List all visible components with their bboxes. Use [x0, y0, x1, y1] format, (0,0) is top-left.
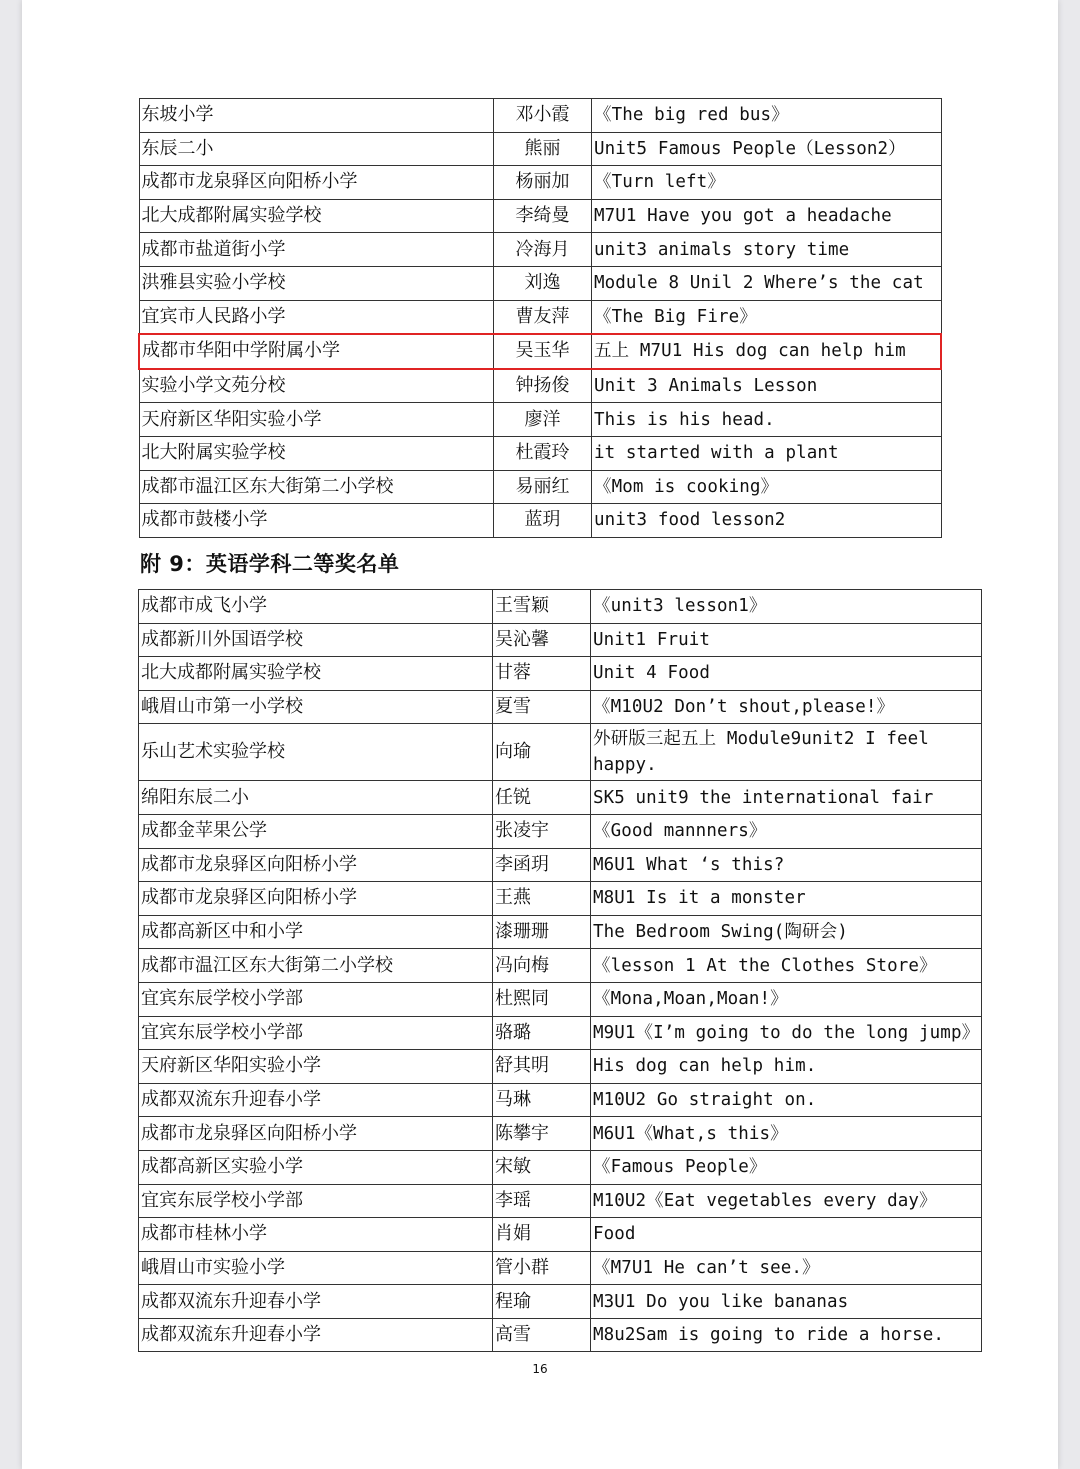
school-cell: 成都市温江区东大街第二小学校 [139, 949, 493, 983]
lesson-cell: 《M7U1 He can’t see.》 [591, 1251, 982, 1285]
table-row [139, 436, 941, 470]
teacher-cell: 冯向梅 [493, 949, 591, 983]
school-cell: 成都市龙泉驿区向阳桥小学 [139, 1117, 493, 1151]
teacher-cell: 易丽红 [494, 470, 592, 504]
school-cell: 成都市桂林小学 [139, 1218, 493, 1252]
school-cell: 峨眉山市实验小学 [139, 1251, 493, 1285]
teacher-cell: 钟扬俊 [494, 369, 592, 403]
school-cell: 成都市温江区东大街第二小学校 [139, 470, 494, 504]
school-cell: 天府新区华阳实验小学 [139, 403, 494, 437]
lesson-cell: The Bedroom Swing(陶研会) [591, 915, 982, 949]
table-row [139, 949, 982, 983]
school-cell: 北大附属实验学校 [139, 436, 494, 470]
table-row [139, 590, 982, 624]
lesson-cell: M8u2Sam is going to ride a horse. [591, 1318, 982, 1352]
lesson-cell: 《Mona,Moan,Moan!》 [591, 982, 982, 1016]
lesson-cell: 《Famous People》 [591, 1150, 982, 1184]
school-cell: 成都市成飞小学 [139, 590, 493, 624]
school-cell: 北大成都附属实验学校 [139, 657, 493, 691]
teacher-cell: 肖娟 [493, 1218, 591, 1252]
teacher-cell: 高雪 [493, 1318, 591, 1352]
lesson-cell: 《The Big Fire》 [592, 300, 942, 334]
lesson-cell: M9U1《I’m going to do the long jump》 [591, 1016, 982, 1050]
table-row [139, 99, 941, 133]
table-row [139, 300, 941, 334]
lesson-cell: Food [591, 1218, 982, 1252]
teacher-cell: 冷海月 [494, 233, 592, 267]
lesson-cell: M8U1 Is it a monster [591, 882, 982, 916]
school-cell: 东坡小学 [139, 99, 494, 133]
table-row [139, 369, 941, 403]
table-row [139, 814, 982, 848]
teacher-cell: 李瑶 [493, 1184, 591, 1218]
teacher-cell: 杜熙同 [493, 982, 591, 1016]
table-row [139, 657, 982, 691]
teacher-cell: 夏雪 [493, 690, 591, 724]
lesson-cell: unit3 food lesson2 [592, 504, 942, 538]
teacher-cell: 吴沁馨 [493, 623, 591, 657]
teacher-cell: 向瑜 [493, 724, 591, 781]
table-row [139, 690, 982, 724]
teacher-cell: 蓝玥 [494, 504, 592, 538]
table-row [139, 882, 982, 916]
lesson-cell: His dog can help him. [591, 1050, 982, 1084]
teacher-cell: 王燕 [493, 882, 591, 916]
lesson-cell: 《The big red bus》 [592, 99, 942, 133]
lesson-cell: 五上 M7U1 His dog can help him [592, 334, 942, 369]
school-cell: 宜宾东辰学校小学部 [139, 1016, 493, 1050]
award-table-second-prize [138, 589, 982, 1352]
teacher-cell: 舒其明 [493, 1050, 591, 1084]
highlighted-table-row [139, 334, 941, 369]
teacher-cell: 程瑜 [493, 1285, 591, 1319]
lesson-cell: unit3 animals story time [592, 233, 942, 267]
page-number: 16 [532, 1362, 548, 1376]
teacher-cell: 邓小霞 [494, 99, 592, 133]
table-row [139, 132, 941, 166]
school-cell: 实验小学文苑分校 [139, 369, 494, 403]
school-cell: 峨眉山市第一小学校 [139, 690, 493, 724]
lesson-cell: Module 8 Unil 2 Where’s the cat [592, 266, 942, 300]
table-row [139, 166, 941, 200]
teacher-cell: 吴玉华 [494, 334, 592, 369]
teacher-cell: 漆珊珊 [493, 915, 591, 949]
lesson-cell: 《unit3 lesson1》 [591, 590, 982, 624]
teacher-cell: 廖洋 [494, 403, 592, 437]
teacher-cell: 管小群 [493, 1251, 591, 1285]
school-cell: 宜宾市人民路小学 [139, 300, 494, 334]
lesson-cell: M7U1 Have you got a headache [592, 199, 942, 233]
table-row [139, 724, 982, 781]
teacher-cell: 宋敏 [493, 1150, 591, 1184]
table-row [139, 1083, 982, 1117]
teacher-cell: 王雪颖 [493, 590, 591, 624]
school-cell: 宜宾东辰学校小学部 [139, 1184, 493, 1218]
teacher-cell: 曹友萍 [494, 300, 592, 334]
school-cell: 成都金苹果公学 [139, 814, 493, 848]
school-cell: 成都市华阳中学附属小学 [139, 334, 494, 369]
table-row [139, 982, 982, 1016]
school-cell: 成都市鼓楼小学 [139, 504, 494, 538]
lesson-cell: This is his head. [592, 403, 942, 437]
teacher-cell: 杨丽加 [494, 166, 592, 200]
lesson-cell: 《Mom is cooking》 [592, 470, 942, 504]
teacher-cell: 熊丽 [494, 132, 592, 166]
lesson-cell: 《lesson 1 At the Clothes Store》 [591, 949, 982, 983]
lesson-cell: M3U1 Do you like bananas [591, 1285, 982, 1319]
teacher-cell: 李函玥 [493, 848, 591, 882]
lesson-cell: 《Good mannners》 [591, 814, 982, 848]
table-row [139, 1285, 982, 1319]
teacher-cell: 甘蓉 [493, 657, 591, 691]
lesson-cell: M6U1《What,s this》 [591, 1117, 982, 1151]
school-cell: 成都市盐道街小学 [139, 233, 494, 267]
school-cell: 成都高新区中和小学 [139, 915, 493, 949]
table-row [139, 1184, 982, 1218]
school-cell: 东辰二小 [139, 132, 494, 166]
school-cell: 成都市龙泉驿区向阳桥小学 [139, 848, 493, 882]
table-row [139, 1117, 982, 1151]
table-row [139, 1050, 982, 1084]
table-row [139, 781, 982, 815]
lesson-cell: Unit 3 Animals Lesson [592, 369, 942, 403]
school-cell: 成都新川外国语学校 [139, 623, 493, 657]
teacher-cell: 任锐 [493, 781, 591, 815]
table-row [139, 623, 982, 657]
teacher-cell: 杜霞玲 [494, 436, 592, 470]
teacher-cell: 刘逸 [494, 266, 592, 300]
school-cell: 成都双流东升迎春小学 [139, 1083, 493, 1117]
teacher-cell: 骆璐 [493, 1016, 591, 1050]
table-row [139, 1318, 982, 1352]
lesson-cell: M6U1 What ‘s this? [591, 848, 982, 882]
award-table-first-prize [138, 98, 942, 538]
table-row [139, 199, 941, 233]
teacher-cell: 张凌宇 [493, 814, 591, 848]
school-cell: 成都市龙泉驿区向阳桥小学 [139, 166, 494, 200]
lesson-cell: 外研版三起五上 Module9unit2 I feel happy. [591, 724, 982, 781]
school-cell: 绵阳东辰二小 [139, 781, 493, 815]
award-table-body-2 [139, 590, 982, 1352]
table-row [139, 1016, 982, 1050]
table-row [139, 403, 941, 437]
lesson-cell: Unit1 Fruit [591, 623, 982, 657]
lesson-cell: SK5 unit9 the international fair [591, 781, 982, 815]
teacher-cell: 李绮曼 [494, 199, 592, 233]
table-row [139, 848, 982, 882]
teacher-cell: 马琳 [493, 1083, 591, 1117]
table-row [139, 1218, 982, 1252]
teacher-cell: 陈攀宇 [493, 1117, 591, 1151]
table-row [139, 1150, 982, 1184]
lesson-cell: Unit5 Famous People（Lesson2） [592, 132, 942, 166]
lesson-cell: it started with a plant [592, 436, 942, 470]
section-heading: 附 9：英语学科二等奖名单 [140, 552, 400, 576]
school-cell: 北大成都附属实验学校 [139, 199, 494, 233]
school-cell: 洪雅县实验小学校 [139, 266, 494, 300]
school-cell: 宜宾东辰学校小学部 [139, 982, 493, 1016]
table-row [139, 266, 941, 300]
table-row [139, 233, 941, 267]
school-cell: 成都双流东升迎春小学 [139, 1318, 493, 1352]
lesson-cell: Unit 4 Food [591, 657, 982, 691]
school-cell: 成都市龙泉驿区向阳桥小学 [139, 882, 493, 916]
school-cell: 成都高新区实验小学 [139, 1150, 493, 1184]
table-row [139, 1251, 982, 1285]
school-cell: 天府新区华阳实验小学 [139, 1050, 493, 1084]
table-row [139, 915, 982, 949]
school-cell: 成都双流东升迎春小学 [139, 1285, 493, 1319]
lesson-cell: M10U2 Go straight on. [591, 1083, 982, 1117]
school-cell: 乐山艺术实验学校 [139, 724, 493, 781]
lesson-cell: 《Turn left》 [592, 166, 942, 200]
table-row [139, 504, 941, 538]
lesson-cell: 《M10U2 Don’t shout,please!》 [591, 690, 982, 724]
award-table-body-1 [139, 99, 941, 538]
lesson-cell: M10U2《Eat vegetables every day》 [591, 1184, 982, 1218]
table-row [139, 470, 941, 504]
document-page [22, 0, 1058, 1469]
